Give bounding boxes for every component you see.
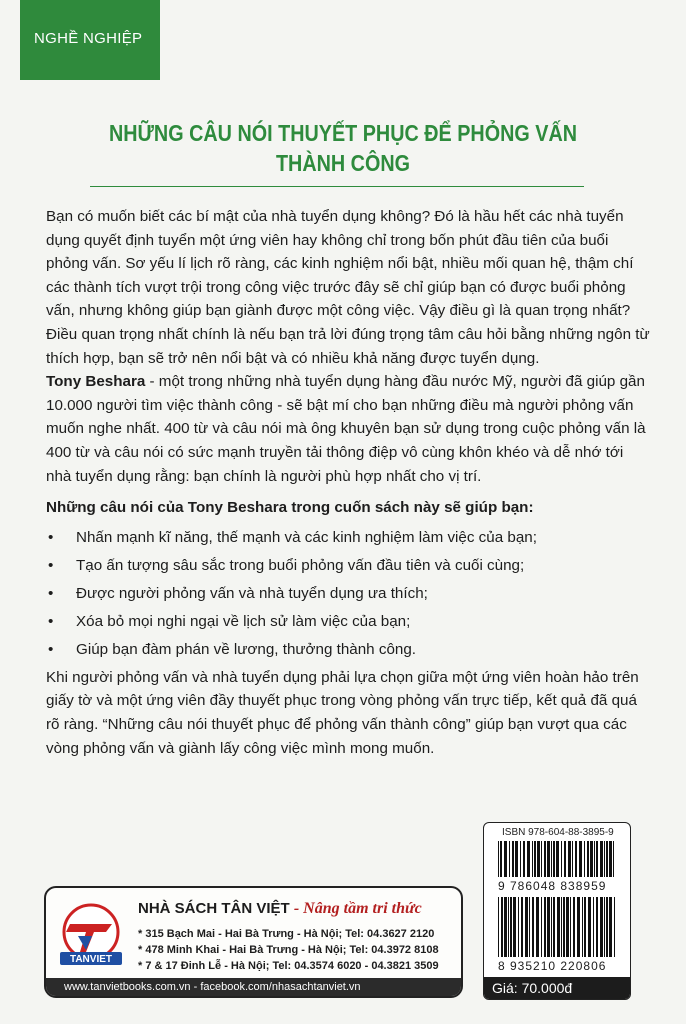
barcode-stripe: [609, 897, 612, 957]
barcode-stripe: [584, 841, 585, 877]
barcode-stripe: [614, 897, 615, 957]
publisher-box: [44, 886, 463, 998]
barcode-stripe: [509, 841, 510, 877]
bullet-mark: •: [48, 528, 54, 546]
isbn-number: 9 786048 838959: [498, 879, 607, 893]
barcode-stripe: [600, 897, 603, 957]
list-item: • Tạo ấn tượng sâu sắc trong buổi phỏng vấn đầu tiên và cuối cùng;: [46, 552, 650, 580]
barcode-stripe: [544, 841, 546, 877]
list-item: • Được người phỏng vấn và nhà tuyển dụng ưa thích;: [46, 580, 650, 608]
address-line: * 478 Minh Khai - Hai Bà Trưng - Hà Nội; Tel: 04.3972 8108: [138, 944, 439, 956]
barcode-stripe: [544, 897, 546, 957]
barcode-stripe: [504, 841, 507, 877]
barcode-stripe: [561, 897, 562, 957]
bullets-heading: Những câu nói của Tony Beshara trong cuốn sách này sẽ giúp bạn:: [46, 499, 534, 517]
barcode-stripe: [593, 897, 594, 957]
author-name: Tony Beshara: [46, 373, 146, 391]
barcode-stripe: [541, 841, 542, 877]
barcode-stripe: [527, 841, 530, 877]
barcode-stripe: [563, 897, 565, 957]
publisher-slogan: - Nâng tầm tri thức: [293, 900, 422, 917]
paragraph-closing: Khi người phỏng vấn và nhà tuyển dụng phải lựa chọn giữa một ứng viên hoàn hảo trên giấy tờ và một ứng viên đầy thuyết phục trong vòng phỏng vấn trực tiếp, kết quả đã quá rõ ràng. “Những câu nói thuyết phục để phỏng vấn thành công” giúp bạn vượt qua các vòng phỏng vấn và giành lấy công việc mình mong muốn.: [46, 668, 639, 757]
list-item: • Nhấn mạnh kĩ năng, thế mạnh và các kinh nghiệm làm việc của bạn;: [46, 524, 650, 552]
isbn-barcode: [498, 841, 618, 877]
category-tab: [20, 0, 160, 80]
benefit-list: [46, 524, 650, 664]
title-line-1: NHỮNG CÂU NÓI THUYẾT PHỤC ĐỂ PHỎNG VẤN: [108, 120, 578, 146]
barcode-stripe: [590, 841, 593, 877]
author-description: - một trong những nhà tuyển dụng hàng đầu nước Mỹ, người đã giúp gần 10.000 người tìm việc thành công - sẽ bật mí cho bạn những điều mà người phỏng vấn muốn nghe nhất. 400 từ và câu nói mà ông khuyên bạn sử dụng trong cuộc phỏng vấn là 400 từ và câu nói có sức mạnh truyền tải thông điệp vô cùng khôn khéo và dễ nhớ tới nhà tuyển dụng rằng: bạn chính là người phù hợp nhất cho vị trí.: [46, 373, 646, 485]
barcode-stripe: [508, 897, 509, 957]
barcode-stripe: [577, 897, 580, 957]
barcode-stripe: [596, 841, 598, 877]
barcode-stripe: [518, 897, 519, 957]
barcode-stripe: [579, 841, 582, 877]
barcode-stripe: [515, 841, 518, 877]
barcode-stripe: [529, 897, 530, 957]
blurb: [46, 205, 650, 760]
product-barcode: [498, 897, 618, 957]
barcode-stripe: [532, 897, 534, 957]
barcode-stripe: [561, 841, 562, 877]
address-line: * 7 & 17 Đinh Lễ - Hà Nội; Tel: 04.3574 6020 - 04.3821 3509: [138, 960, 439, 972]
barcode-stripe: [541, 897, 542, 957]
barcode-stripe: [557, 897, 560, 957]
barcode-stripe: [537, 841, 540, 877]
barcode-stripe: [513, 897, 516, 957]
barcode-stripe: [521, 897, 523, 957]
barcode-stripe: [551, 841, 552, 877]
list-item: • Giúp bạn đàm phán về lương, thưởng thành công.: [46, 636, 650, 664]
paragraph-intro: Bạn có muốn biết các bí mật của nhà tuyển dụng không? Đó là hầu hết các nhà tuyển dụng quyết định tuyển một ứng viên hay không chỉ trong bốn phút đầu tiên của buổi phỏng vấn. Sơ yếu lí lịch rõ ràng, các kinh nghiệm nổi bật, nhiều mối quan hệ, thậm chí các thành tích vượt trội trong công việc trước đây sẽ chỉ giúp bạn có được buổi phỏng vấn, nhưng không giúp bạn giành được một công việc. Vậy điều gì là quan trọng nhất? Điều quan trọng nhất chính là nếu bạn trả lời đúng trọng tâm câu hỏi bằng những ngôn từ thích hợp, bạn sẽ trở nên nổi bật và có nhiều khả năng được tuyển dụng.: [46, 208, 650, 367]
barcode-stripe: [504, 897, 507, 957]
barcode-stripe: [534, 841, 536, 877]
barcode-stripe: [594, 841, 595, 877]
barcode-stripe: [500, 841, 502, 877]
barcode-stripe: [498, 897, 499, 957]
barcode-stripe: [564, 841, 566, 877]
category-label: NGHỀ NGHIỆP: [34, 30, 143, 47]
barcode-stripe: [520, 841, 521, 877]
bullet-mark: •: [48, 584, 54, 602]
barcode-stripe: [498, 841, 499, 877]
barcode-stripe: [613, 841, 614, 877]
tanviet-logo-icon: [56, 902, 126, 968]
barcode-stripe: [572, 841, 573, 877]
barcode-stripe: [600, 841, 603, 877]
book-title: [100, 118, 587, 178]
barcode-stripe: [573, 897, 575, 957]
barcode-box: [483, 822, 631, 1000]
publisher-name-line: [138, 900, 422, 918]
barcode-stripe: [553, 897, 555, 957]
barcode-stripe: [596, 897, 598, 957]
bullet-mark: •: [48, 640, 54, 658]
barcode-stripe: [523, 841, 525, 877]
barcode-stripe: [501, 897, 503, 957]
barcode-stripe: [525, 897, 528, 957]
paragraph-author: [46, 370, 650, 488]
barcode-stripe: [584, 897, 586, 957]
publisher-name: NHÀ SÁCH TÂN VIỆT: [138, 900, 290, 917]
barcode-stripe: [512, 841, 514, 877]
product-number: 8 935210 220806: [498, 959, 607, 973]
publisher-website: www.tanvietbooks.com.vn - facebook.com/nhasachtanviet.vn: [46, 978, 461, 996]
barcode-stripe: [570, 897, 571, 957]
bullet-mark: •: [48, 612, 54, 630]
barcode-stripe: [547, 841, 550, 877]
barcode-stripe: [547, 897, 550, 957]
barcode-stripe: [536, 897, 539, 957]
price-label: Giá: 70.000đ: [484, 977, 630, 999]
barcode-stripe: [587, 841, 589, 877]
barcode-stripe: [532, 841, 533, 877]
title-line-2: THÀNH CÔNG: [275, 150, 411, 176]
barcode-stripe: [588, 897, 591, 957]
barcode-stripe: [568, 841, 571, 877]
barcode-stripe: [604, 841, 605, 877]
barcode-stripe: [556, 841, 559, 877]
svg-text:TANVIET: TANVIET: [69, 954, 113, 965]
barcode-stripe: [510, 897, 512, 957]
barcode-stripe: [606, 841, 608, 877]
barcode-stripe: [566, 897, 569, 957]
barcode-stripe: [575, 841, 577, 877]
barcode-stripe: [604, 897, 605, 957]
barcode-stripe: [609, 841, 612, 877]
barcode-stripe: [582, 897, 583, 957]
bullet-mark: •: [48, 556, 54, 574]
address-line: * 315 Bạch Mai - Hai Bà Trưng - Hà Nội; Tel: 04.3627 2120: [138, 928, 435, 940]
title-divider: [90, 186, 584, 187]
list-item: • Xóa bỏ mọi nghi ngại về lịch sử làm việc của bạn;: [46, 608, 650, 636]
barcode-stripe: [606, 897, 608, 957]
barcode-stripe: [553, 841, 555, 877]
barcode-stripe: [551, 897, 552, 957]
isbn-label: ISBN 978-604-88-3895-9: [502, 827, 614, 838]
